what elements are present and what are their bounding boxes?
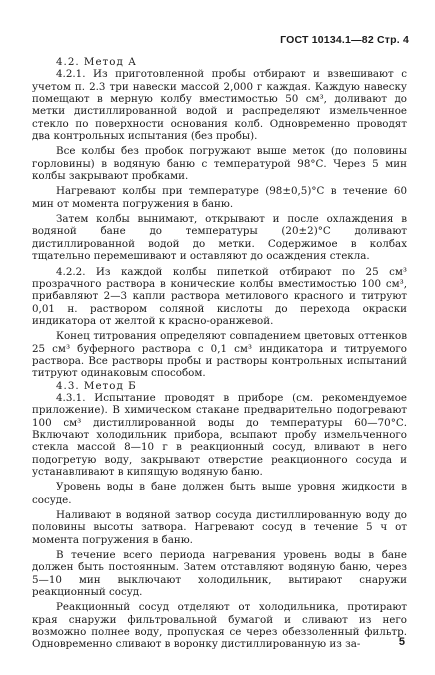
paragraph: Нагревают колбы при температуре (98±0,5)°С в течение 60 мин от момента погружения в баню.	[32, 185, 407, 210]
paragraph: Затем колбы вынимают, открывают и после охлаждения в водяной бане до температуры (20±2)°С доливают дистиллированной водой до метки. Содержимое в колбах тщательно перемешивают и оставляют до осаждения стекла.	[32, 213, 407, 263]
page-number: 5	[398, 636, 405, 648]
body-text	[32, 56, 407, 651]
paragraph: Наливают в водяной затвор сосуда дистиллированную воду до половины высоты затвора. Нагревают сосуд в течение 5 ч от момента погружения в баню.	[32, 509, 407, 546]
paragraph: 4.2.2. Из каждой колбы пипеткой отбирают по 25 см³ прозрачного раствора в конические колбы вместимостью 100 см³, прибавляют 2—3 капли раствора метилового красного и титруют 0,01 н. раствором соляной кислоты до перехода окраски индикатора от желтой к красно-оранжевой.	[32, 265, 407, 327]
paragraph: Реакционный сосуд отделяют от холодильника, протирают края снаружи фильтровальной бумагой и сливают из него возможно полнее воду, пропуская се через обеззоленный фильтр. Одновременно сливают в воронку дистиллированную из за-	[32, 601, 407, 651]
section-heading-method-a: 4.2. Метод А	[56, 56, 137, 68]
paragraph: В течение всего периода нагревания уровень воды в бане должен быть постоянным. Затем отставляют водяную баню, через 5—10 мин выключают холодильник, вытирают снаружи реакционный сосуд.	[32, 549, 407, 599]
paragraph: 4.2.1. Из приготовленной пробы отбирают и взвешивают с учетом п. 2.3 три навески массой 2,000 г каждая. Каждую навеску помещают в мерную колбу вместимостью 50 см³, доливают до метки дистиллированной водой и распределяют измельченное стекло по поверхности основания колб. Одновременно проводят два контрольных испытания (без пробы).	[32, 68, 407, 143]
section-heading-method-b: 4.3. Метод Б	[56, 379, 137, 392]
paragraph: Все колбы без пробок погружают выше меток (до половины горловины) в водяную баню с температурой 98°С. Через 5 мин колбы закрывают пробками.	[32, 145, 407, 183]
running-head: ГОСТ 10134.1—82 Стр. 4	[280, 34, 409, 46]
paragraph: Конец титрования определяют совпадением цветовых оттенков 25 см³ буферного раствора с 0,1 см³ индикатора и титруемого раствора. Все растворы пробы и растворы контрольных испытаний титруют одинаковым способом.	[32, 330, 407, 380]
paragraph: 4.3.1. Испытание проводят в приборе (см. рекомендуемое приложение). В химическом стакане предварительно подогревают 100 см³ дистиллированной воды до температуры 60—70°С. Включают холодильник прибора, всыпают пробу измельченного стекла массой 8—10 г в реакционный сосуд, вливают в него подогретую воду, закрывают отверстие реакционного сосуда и устанавливают в кипящую водяную баню.	[32, 391, 407, 478]
paragraph: Уровень воды в бане должен быть выше уровня жидкости в сосуде.	[32, 481, 407, 506]
